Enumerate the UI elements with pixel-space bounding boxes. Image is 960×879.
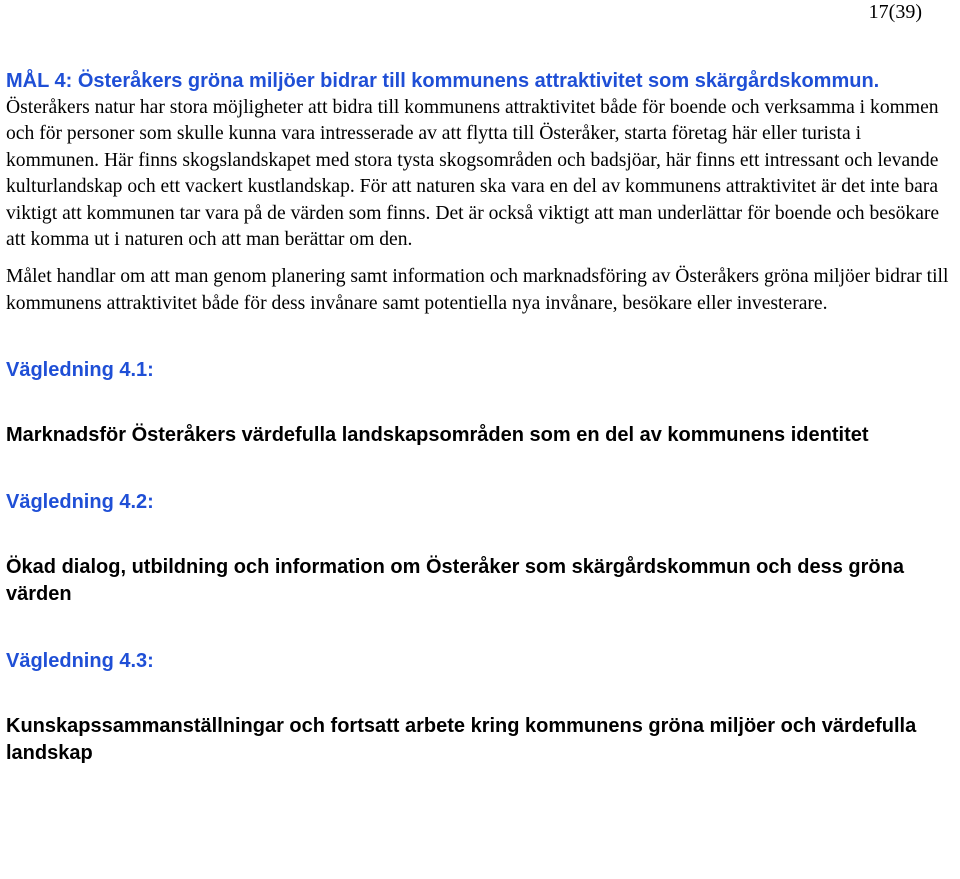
vagledning-4-1-text: Marknadsför Österåkers värdefulla landskapsområden som en del av kommunens identitet [6,424,869,447]
goal-paragraph-1: Österåkers natur har stora möjligheter att bidra till kommunens attraktivitet både för boende och verksamma i kommen och för personer som skulle kunna vara intresserade av att flytta till Österåker, starta företag här eller turista i kommunen. Här finns skogslandskapet med stora tysta skogsområden och badsjöar, här finns ett intressant och levande kulturlandskap och ett vackert kustlandskap. För att naturen ska vara en del av kommunens attraktivitet är det inte bara viktigt att kommunen tar vara på de värden som finns. Det är också viktigt att man underlättar för boende och besökare att komma ut i naturen och att man berättar om den. [6,97,940,251]
goal-heading: MÅL 4: Österåkers gröna miljöer bidrar till kommunens attraktivitet som skärgårdskommun. [6,70,880,92]
vagledning-4-1-label: Vägledning 4.1: [6,359,154,382]
page-number: 17(39) [868,1,922,23]
goal-paragraph-2: Målet handlar om att man genom planering samt information och marknadsföring av Österåkers gröna miljöer bidrar till kommunens attraktivitet både för dess invånare samt potentiella nya invånare, besökare eller investerare. [6,266,949,314]
vagledning-4-3-text: Kunskapssammanställningar och fortsatt arbete kring kommunens gröna miljöer och värdefulla landskap [6,715,917,765]
vagledning-4-2-text: Ökad dialog, utbildning och information om Österåker som skärgårdskommun och dess gröna värden [6,556,904,606]
document-body [6,68,956,767]
vagledning-4-2-label: Vägledning 4.2: [6,491,154,514]
vagledning-4-3-label: Vägledning 4.3: [6,650,154,673]
